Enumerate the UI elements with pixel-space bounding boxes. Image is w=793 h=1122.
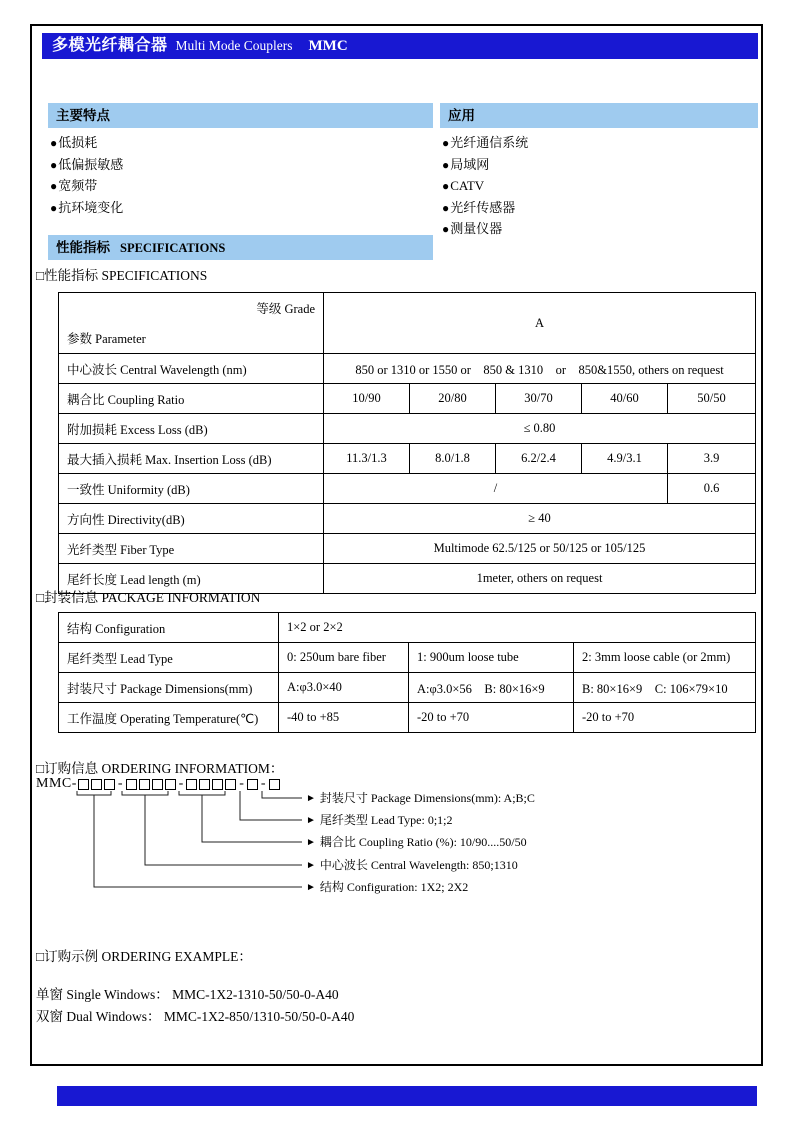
arrow-right-icon: ► — [306, 837, 316, 848]
feature-text: 宽频带 — [58, 178, 98, 193]
bullet-icon: ● — [442, 222, 450, 236]
list-item — [442, 197, 528, 219]
arrow-right-icon: ► — [306, 793, 316, 804]
row-label: 耦合比 Coupling Ratio — [59, 384, 324, 414]
row-label: 尾纤类型 Lead Type — [59, 643, 279, 673]
ordering-label: 结构 Configuration: 1X2; 2X2 — [319, 880, 469, 894]
title-chinese: 多模光纤耦合器 — [52, 37, 168, 54]
example-code: MMC-1X2-1310-50/50-0-A40 — [172, 987, 339, 1002]
cell: 40/60 — [582, 384, 668, 414]
grade-value: A — [324, 293, 756, 354]
arrow-right-icon: ► — [306, 815, 316, 826]
row-label: 尾纤长度 Lead length (m) — [59, 564, 324, 594]
grade-label: 等级 Grade — [256, 302, 315, 316]
row-value: 850 or 1310 or 1550 or 850 & 1310 or 850&1550, others on request — [324, 354, 756, 384]
cell: A:φ3.0×40 — [279, 673, 409, 703]
row-value: 1meter, others on request — [324, 564, 756, 594]
ordering-heading: □订购信息 ORDERING INFORMATIOM： — [36, 761, 284, 776]
table-row — [59, 504, 756, 534]
arrow-right-icon: ► — [306, 860, 316, 871]
code-box — [152, 779, 163, 790]
title-abbreviation: MMC — [308, 38, 348, 54]
features-heading: 主要特点 — [56, 108, 110, 123]
footer-bar — [57, 1086, 757, 1106]
ordering-label: 尾纤类型 Lead Type: 0;1;2 — [319, 813, 453, 827]
cell: -20 to +70 — [574, 703, 756, 733]
arrow-right-icon: ► — [306, 882, 316, 893]
row-value: ≥ 40 — [324, 504, 756, 534]
row-label: 结构 Configuration — [59, 613, 279, 643]
example-name-en: Dual Windows： — [66, 1009, 161, 1024]
ordering-label: 耦合比 Coupling Ratio (%): 10/90....50/50 — [319, 835, 527, 849]
ordering-code-line — [36, 776, 281, 792]
table-row — [59, 384, 756, 414]
table-row — [59, 414, 756, 444]
cell: 3.9 — [668, 444, 756, 474]
package-table — [58, 612, 756, 733]
cell: B: 80×16×9 C: 106×79×10 — [574, 673, 756, 703]
ordering-label: 中心波长 Central Wavelength: 850;1310 — [319, 858, 518, 872]
feature-text: 低损耗 — [58, 135, 98, 150]
cell: 8.0/1.8 — [410, 444, 496, 474]
table-row — [59, 643, 756, 673]
cell: 1: 900um loose tube — [409, 643, 574, 673]
row-value: Multimode 62.5/125 or 50/125 or 105/125 — [324, 534, 756, 564]
cell: -40 to +85 — [279, 703, 409, 733]
list-item — [442, 218, 528, 240]
list-item — [50, 197, 123, 219]
ordering-label-row — [306, 813, 453, 828]
spec-banner-en: SPECIFICATIONS — [120, 241, 226, 255]
application-text: 光纤通信系统 — [450, 135, 529, 150]
code-separator: - — [117, 776, 123, 791]
ordering-label-row — [306, 835, 527, 850]
title-bar — [42, 33, 758, 59]
bullet-icon: ● — [442, 200, 450, 215]
row-value: 1×2 or 2×2 — [279, 613, 756, 643]
cell: 0.6 — [668, 474, 756, 504]
cell: A:φ3.0×56 B: 80×16×9 — [409, 673, 574, 703]
row-value: ≤ 0.80 — [324, 414, 756, 444]
code-box — [199, 779, 210, 790]
code-box — [165, 779, 176, 790]
code-separator: - — [178, 776, 184, 791]
cell: 2: 3mm loose cable (or 2mm) — [574, 643, 756, 673]
example-name-en: Single Windows： — [66, 987, 169, 1002]
code-box — [104, 779, 115, 790]
spec-banner-zh: 性能指标 — [56, 240, 110, 255]
row-label: 封装尺寸 Package Dimensions(mm) — [59, 673, 279, 703]
spec-corner-cell — [59, 293, 324, 354]
code-box — [225, 779, 236, 790]
ordering-label-row — [306, 858, 518, 873]
cell: 4.9/3.1 — [582, 444, 668, 474]
table-row — [59, 534, 756, 564]
code-separator: - — [239, 776, 244, 791]
applications-banner — [440, 103, 758, 128]
row-label: 光纤类型 Fiber Type — [59, 534, 324, 564]
row-label: 方向性 Directivity(dB) — [59, 504, 324, 534]
parameter-label: 参数 Parameter — [67, 332, 146, 346]
table-row — [59, 444, 756, 474]
list-item — [50, 175, 123, 197]
row-value: / — [324, 474, 668, 504]
code-box — [78, 779, 89, 790]
table-row — [59, 354, 756, 384]
code-box — [212, 779, 223, 790]
row-label: 工作温度 Operating Temperature(℃) — [59, 703, 279, 733]
row-label: 中心波长 Central Wavelength (nm) — [59, 354, 324, 384]
table-row — [59, 293, 756, 354]
code-box — [269, 779, 280, 790]
package-heading: □封装信息 PACKAGE INFORMATION — [36, 590, 261, 605]
ordering-label: 封装尺寸 Package Dimensions(mm): A;B;C — [319, 791, 535, 805]
list-item — [442, 154, 528, 176]
row-label: 最大插入损耗 Max. Insertion Loss (dB) — [59, 444, 324, 474]
table-row — [59, 673, 756, 703]
applications-heading: 应用 — [448, 108, 475, 123]
bullet-icon: ● — [442, 179, 450, 193]
list-item — [442, 132, 528, 154]
example-name-zh: 单窗 — [36, 987, 63, 1002]
cell: 11.3/1.3 — [324, 444, 410, 474]
specifications-banner — [48, 235, 433, 260]
application-text: CATV — [450, 178, 485, 193]
list-item — [442, 175, 528, 197]
bullet-icon: ● — [50, 200, 58, 215]
row-label: 附加损耗 Excess Loss (dB) — [59, 414, 324, 444]
cell: 6.2/2.4 — [496, 444, 582, 474]
example-name-zh: 双窗 — [36, 1009, 63, 1024]
code-box — [186, 779, 197, 790]
table-row — [59, 703, 756, 733]
bullet-icon: ● — [442, 136, 450, 150]
code-separator: - — [260, 776, 266, 791]
code-box — [91, 779, 102, 790]
table-row — [59, 613, 756, 643]
features-banner — [48, 103, 433, 128]
cell: 20/80 — [410, 384, 496, 414]
example-heading: □订购示例 ORDERING EXAMPLE： — [36, 949, 252, 964]
ordering-label-row — [306, 880, 468, 895]
list-item — [50, 132, 123, 154]
bullet-icon: ● — [442, 157, 450, 172]
applications-list — [442, 132, 528, 240]
application-text: 测量仪器 — [450, 221, 503, 236]
cell: 0: 250um bare fiber — [279, 643, 409, 673]
cell: 50/50 — [668, 384, 756, 414]
table-row — [59, 474, 756, 504]
feature-text: 低偏振敏感 — [58, 156, 124, 172]
row-label: 一致性 Uniformity (dB) — [59, 474, 324, 504]
code-box — [139, 779, 150, 790]
example-line-dual — [36, 1006, 354, 1028]
cell: -20 to +70 — [409, 703, 574, 733]
title-english: Multi Mode Couplers — [175, 38, 293, 53]
code-box — [126, 779, 137, 790]
list-item — [50, 154, 123, 176]
application-text: 局域网 — [450, 156, 490, 172]
spec-heading: □性能指标 SPECIFICATIONS — [36, 268, 208, 283]
bullet-icon: ● — [50, 136, 58, 150]
ordering-label-row — [306, 791, 535, 806]
example-line-single — [36, 984, 339, 1006]
example-code: MMC-1X2-850/1310-50/50-0-A40 — [163, 1009, 355, 1024]
feature-text: 抗环境变化 — [58, 199, 124, 215]
specifications-table — [58, 292, 756, 594]
bullet-icon: ● — [50, 179, 58, 193]
cell: 10/90 — [324, 384, 410, 414]
features-list — [50, 132, 123, 218]
application-text: 光纤传感器 — [450, 199, 516, 215]
code-box — [247, 779, 258, 790]
bullet-icon: ● — [50, 157, 58, 172]
code-prefix: MMC- — [36, 776, 77, 791]
cell: 30/70 — [496, 384, 582, 414]
